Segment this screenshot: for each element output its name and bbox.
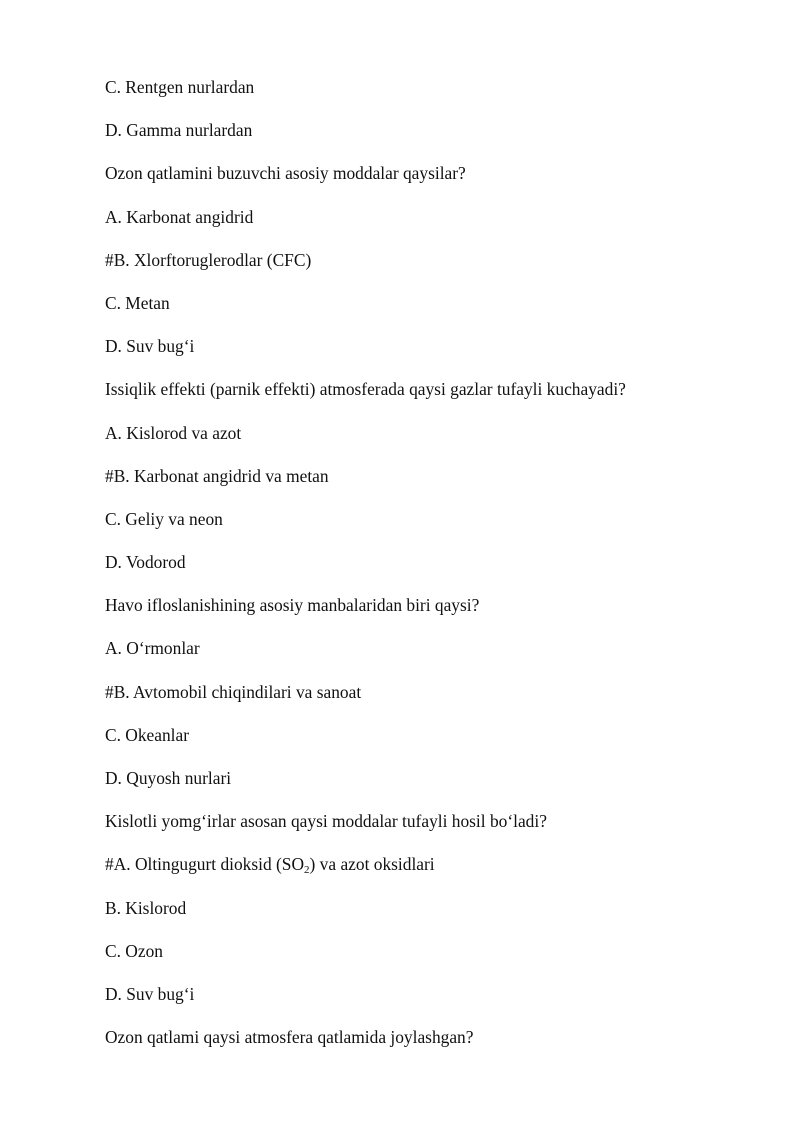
- answer-text-after: ) va azot oksidlari: [309, 854, 435, 875]
- answer-text-before: #A. Oltingugurt dioksid (SO: [105, 854, 305, 875]
- answer-option: C. Rentgen nurlardan: [105, 77, 255, 97]
- question: Ozon qatlamini buzuvchi asosiy moddalar qaysilar?: [105, 163, 466, 184]
- question: Kislotli yomg‘irlar asosan qaysi moddalar tufayli hosil bo‘ladi?: [105, 811, 547, 832]
- answer-option: D. Suv bug‘i: [105, 983, 195, 1004]
- answer-option: D. Gamma nurlardan: [105, 120, 253, 141]
- answer-option: C. Metan: [105, 292, 170, 313]
- quiz-text: [105, 76, 765, 1069]
- correct-answer-option: #B. Avtomobil chiqindilari va sanoat: [105, 681, 362, 702]
- answer-option: A. O‘rmonlar: [105, 638, 200, 659]
- answer-option: D. Suv bug‘i: [105, 336, 195, 357]
- answer-option: C. Ozon: [105, 940, 163, 961]
- correct-answer-option: #B. Karbonat angidrid va metan: [105, 465, 329, 486]
- subscript: 2: [304, 864, 310, 877]
- question: Issiqlik effekti (parnik effekti) atmosferada qaysi gazlar tufayli kuchayadi?: [105, 379, 626, 400]
- answer-option: A. Kislorod va azot: [105, 422, 242, 443]
- answer-option: B. Kislorod: [105, 897, 187, 918]
- answer-option: A. Karbonat angidrid: [105, 206, 254, 227]
- answer-option: D. Quyosh nurlari: [105, 768, 232, 788]
- question: Havo ifloslanishining asosiy manbalaridan biri qaysi?: [105, 595, 480, 616]
- question: Ozon qatlami qaysi atmosfera qatlamida joylashgan?: [105, 1027, 474, 1048]
- answer-option: C. Geliy va neon: [105, 508, 223, 529]
- answer-option: D. Vodorod: [105, 552, 186, 573]
- correct-answer-option: #B. Xlorftoruglerodlar (CFC): [105, 249, 312, 270]
- answer-option: C. Okeanlar: [105, 724, 190, 745]
- correct-answer-option: [105, 853, 765, 896]
